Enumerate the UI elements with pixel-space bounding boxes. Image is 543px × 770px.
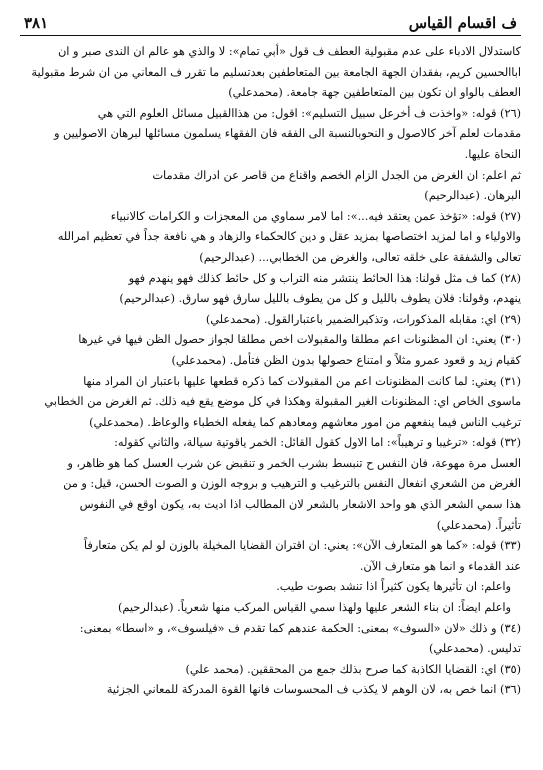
text-line: العطف بالواو ان تكون بين المتعاطفين جهة جامعة. (محمدعلي) xyxy=(228,86,521,100)
footnote-paragraph xyxy=(20,166,521,207)
text-line: واعلم ايضاً: ان بناء الشعر عليها ولهذا سمي القياس المركب منها شعرياً. (عبدالرحيم) xyxy=(117,601,511,615)
footnote-paragraph xyxy=(20,433,521,536)
text-line: ماسوى الخاص اي: المظنونات الغير المقبولة وهكذا في كل موضع يقع فيه ذلك. ثم الغرض من الخطابي xyxy=(44,395,521,409)
footnote-paragraph xyxy=(20,207,521,269)
footnote-paragraph xyxy=(20,42,521,104)
text-line: (٣٤) و ذلك «لان «السوف» بمعنى: الحكمة عندهم كما تقدم ف «فيلسوف»، و «اسطا» بمعنى: xyxy=(79,621,521,635)
footnotes-body xyxy=(20,36,521,701)
running-title: ف اقسام القياس xyxy=(408,14,517,32)
text-line: والاولياء و اما لمزيد اختصاصها بمزيد عقل و دين كالحكماء والزهاد و هي نافعة جداً في تعظيم امرالله xyxy=(57,230,521,244)
text-line: تدليس. (محمدعلي) xyxy=(428,642,521,656)
text-line: تعالى والشفقة على خلقه تعالى، والغرض من الخطابي... (عبدالرحيم) xyxy=(199,250,521,264)
text-line: (٢٦) قوله: «واخذت ف أخرعل سبيل التسليم»: اقول: من هذاالقبيل مسائل العلوم التي هي xyxy=(97,106,521,120)
text-line: تأثيراً. (محمدعلي) xyxy=(436,518,521,532)
footnote-paragraph xyxy=(20,310,521,331)
text-line: ترغيب الناس فيما ينفعهم من امور معاشهم ومعادهم كما يفعله الخطباء والوعاظ. (محمدعلي) xyxy=(89,415,521,429)
page-number: ٣٨١ xyxy=(24,14,49,32)
text-line: ثم اعلم: ان الغرض من الجدل الزام الخصم واقناع من قاصر عن ادراك مقدمات xyxy=(152,168,521,182)
footnote-paragraph xyxy=(20,660,521,681)
footnote-paragraph xyxy=(20,619,521,660)
footnote-paragraph xyxy=(20,269,521,310)
text-line: (٢٩) اي: مقابله المذكورات، وتذكيرالضمير باعتبارالقول. (محمدعلي) xyxy=(205,312,521,326)
text-line: (٣٢) قوله: «ترغيبا و ترهيباً»: اما الاول كقول القائل: الخمر ياقوتية سيالة، والثاني كقوله: xyxy=(114,436,521,450)
text-line: واعلم: ان تأثيرها يكون كثيراً اذا تنشد بصوت طيب. xyxy=(276,580,511,594)
text-line: ينهدم، وقولنا: فلان يطوف بالليل و كل من يطوف بالليل سارق فهو سارق. (عبدالرحيم) xyxy=(119,292,521,306)
text-line: كقيام زيد و قعود عمرو مثلاً و امتناع حصولها بدون الظن فتأمل. (محمدعلي) xyxy=(171,353,521,367)
text-line: العسل مرة مهوعة، فان النفس ح تنبسط بشرب الخمر و تنقبض عن شرب العسل كما هو ظاهر، و xyxy=(67,456,521,470)
text-line: مقدمات لعلم آخر كالاصول و النحوبالنسبة الى الفقه فان الفقهاء يسلمون مسائلها لبرهان الاصوليين و xyxy=(53,127,521,141)
footnote-paragraph xyxy=(20,598,521,619)
text-line: (٣٠) يعني: ان المظنونات اعم مطلقا والمقبولات اخص مطلقا لجواز حصول الظن فيها في غيرها xyxy=(78,333,521,347)
text-line: هذا سمي الشعر الذي هو واحد الاشعار بالشعر لان المطالب اذا اديت به، يكون اوقع في النفوس xyxy=(79,498,521,512)
footnote-paragraph xyxy=(20,577,521,598)
text-line: البرهان. (عبدالرحيم) xyxy=(424,189,521,203)
text-line: (٣٥) اي: القضايا الكاذبة كما صرح بذلك جمع من المحققين. (محمد علي) xyxy=(185,662,521,676)
text-line: النحاة عليها. xyxy=(464,147,521,161)
text-line: (٣١) يعني: لما كانت المظنونات اعم من المقبولات كما ذكره قطعها عليها باعتبار ان المراد منها xyxy=(83,374,521,388)
text-line: (٢٨) كما ف مثل قولنا: هذا الحائط ينتشر منه التراب و كل حائط كذلك فهو ينهدم فهو xyxy=(128,271,521,285)
text-line: كاستدلال الادباء على عدم مقبولية العطف ف قول «أبي تمام»: لا والذي هو عالم ان الندى صبر و ان xyxy=(58,45,521,58)
text-line: (٢٧) قوله: «تؤخذ عمن يعتقد فيه...»: اما لامر سماوي من المعجزات و الكرامات كالانبياء xyxy=(110,209,521,223)
text-line: (٣٣) قوله: «كما هو المتعارف الآن»: يعني: ان اقتران القضايا المخيلة بالوزن لو لم يكن متعارفاً xyxy=(83,539,521,553)
text-line: عند القدماء و انما هو متعارف الآن. xyxy=(359,559,521,573)
text-line: الغرض من الشعري انفعال النفس بالترغيب و الترهيب و بروجه الوزن و الصوت الحسن، قيل: و من xyxy=(63,477,521,491)
footnote-paragraph xyxy=(20,536,521,577)
footnote-paragraph xyxy=(20,104,521,166)
footnote-paragraph xyxy=(20,680,521,701)
footnote-paragraph xyxy=(20,372,521,434)
text-line: (٣٦) انما خص به، لان الوهم لا يكذب ف المحسوسات فانها القوة المدركة للمعاني الجزئية xyxy=(106,683,521,697)
page-header xyxy=(20,4,521,36)
text-line: اباالحسين كريم، بفقدان الجهة الجامعة بين المتعاطفين بعدتسليم ما تقرر ف المعاني من ان شرط مقبولية xyxy=(31,65,521,79)
footnote-paragraph xyxy=(20,330,521,371)
